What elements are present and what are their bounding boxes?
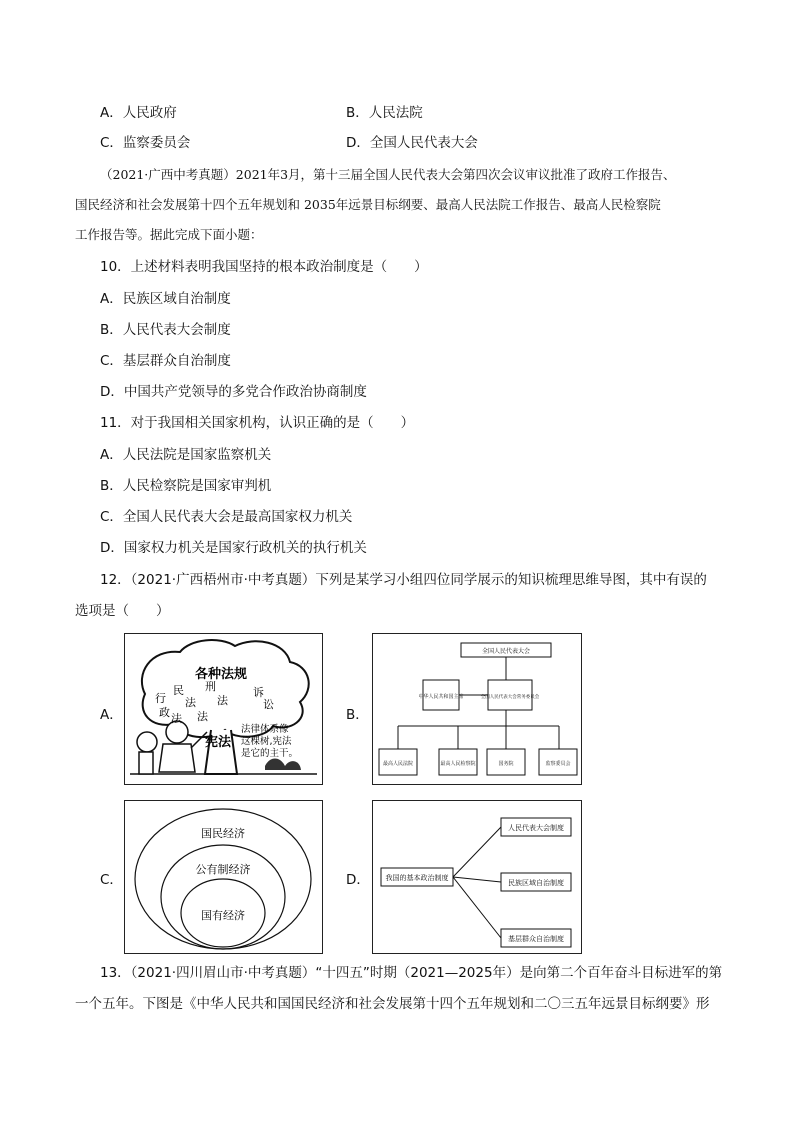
stem-line-1: （2021·广西中考真题）2021年3月，第十三届全国人民代表大会第四次会议审议批准了政府工作报告、 bbox=[100, 167, 676, 182]
node-supervision: 监察委员会 bbox=[545, 761, 571, 767]
stem-line-2: 国民经济和社会发展第十四个五年规划和 2035年远景目标纲要、最高人民法院工作报告、最高人民检察院 bbox=[75, 197, 661, 212]
law-1: 行 bbox=[155, 692, 166, 705]
economy-nested-ellipses bbox=[125, 801, 322, 953]
law-3: 刑 bbox=[205, 680, 216, 693]
inner-label: 国有经济 bbox=[201, 909, 245, 922]
q13-stem-line-1: 13．（2021·四川眉山市·中考真题）“十四五”时期（2021—2025年）是向第二个百年奋斗目标进军的第 bbox=[100, 965, 723, 981]
figure-c-nested-circles bbox=[124, 800, 323, 954]
q12-label-c[interactable]: C． bbox=[100, 872, 123, 888]
political-system-diagram bbox=[373, 801, 581, 953]
q10-option-c[interactable]: C．基层群众自治制度 bbox=[100, 353, 231, 369]
q9-option-d[interactable]: D．全国人民代表大会 bbox=[346, 135, 478, 151]
node-npc-standing: 全国人民代表大会常务委员会 bbox=[480, 695, 540, 700]
node-npc: 全国人民代表大会 bbox=[481, 648, 531, 655]
speech-line-1: 法律体系像 bbox=[241, 724, 289, 735]
law-6: 法 bbox=[185, 696, 196, 709]
q11-option-b[interactable]: B．人民检察院是国家审判机 bbox=[100, 478, 272, 494]
node-court: 最高人民法院 bbox=[382, 761, 414, 767]
q10-option-a[interactable]: A．民族区域自治制度 bbox=[100, 291, 231, 307]
q9-option-b[interactable]: B．人民法院 bbox=[346, 105, 423, 121]
branch-2: 民族区域自治制度 bbox=[508, 879, 564, 887]
figure-b-org-chart bbox=[372, 633, 582, 785]
stem-line-3: 工作报告等。据此完成下面小题： bbox=[75, 227, 263, 242]
node-state-council: 国务院 bbox=[498, 761, 514, 767]
law-9: 法 bbox=[171, 712, 182, 725]
q9-option-a[interactable]: A．人民政府 bbox=[100, 105, 177, 121]
q12-label-d[interactable]: D． bbox=[346, 872, 370, 888]
q11-option-c[interactable]: C．全国人民代表大会是最高国家权力机关 bbox=[100, 509, 353, 525]
law-7: 法 bbox=[217, 694, 228, 707]
node-procuratorate: 最高人民检察院 bbox=[440, 761, 476, 767]
outer-label: 国民经济 bbox=[201, 827, 245, 840]
q10-option-b[interactable]: B．人民代表大会制度 bbox=[100, 322, 231, 338]
q11-option-a[interactable]: A．人民法院是国家监察机关 bbox=[100, 447, 272, 463]
q10-stem: 10．上述材料表明我国坚持的根本政治制度是（ ） bbox=[100, 259, 428, 275]
law-8: 讼 bbox=[263, 698, 274, 711]
q12-stem-line-1: 12．（2021·广西梧州市·中考真题）下列是某学习小组四位同学展示的知识梳理思维导图，其中有误的 bbox=[100, 572, 707, 588]
q9-option-c[interactable]: C．监察委员会 bbox=[100, 135, 191, 151]
q11-option-d[interactable]: D．国家权力机关是国家行政机关的执行机关 bbox=[100, 540, 367, 556]
middle-label: 公有制经济 bbox=[195, 863, 251, 876]
speech-line-2: 这棵树,宪法 bbox=[241, 736, 292, 747]
branch-3: 基层群众自治制度 bbox=[508, 935, 564, 943]
q10-option-d[interactable]: D．中国共产党领导的多党合作政治协商制度 bbox=[100, 384, 367, 400]
crown-text: 各种法规 bbox=[195, 667, 248, 682]
law-2: 民 bbox=[173, 684, 184, 697]
figure-a-cartoon bbox=[124, 633, 323, 785]
speech-line-3: 是它的主干。 bbox=[241, 748, 299, 759]
q12-label-a[interactable]: A． bbox=[100, 707, 123, 723]
trunk-text: 宪法 bbox=[205, 735, 232, 750]
q11-stem: 11．对于我国相关国家机构，认识正确的是（ ） bbox=[100, 415, 415, 431]
figure-d-branch-diagram bbox=[372, 800, 582, 954]
org-chart-diagram bbox=[373, 634, 581, 784]
q13-stem-line-2: 一个五年。下图是《中华人民共和国国民经济和社会发展第十四个五年规划和二〇三五年远景目标纲要》形 bbox=[75, 996, 710, 1012]
node-president: 中华人民共和国主席 bbox=[418, 694, 464, 700]
q12-label-b[interactable]: B． bbox=[346, 707, 369, 723]
root-node: 我国的基本政治制度 bbox=[385, 874, 449, 882]
tree-cartoon-illustration bbox=[125, 634, 322, 784]
law-10: 法 bbox=[197, 710, 208, 723]
q12-stem-line-2: 选项是（ ） bbox=[75, 603, 170, 619]
law-5: 政 bbox=[159, 706, 170, 719]
branch-1: 人民代表大会制度 bbox=[508, 824, 564, 832]
law-4: 诉 bbox=[253, 686, 264, 699]
